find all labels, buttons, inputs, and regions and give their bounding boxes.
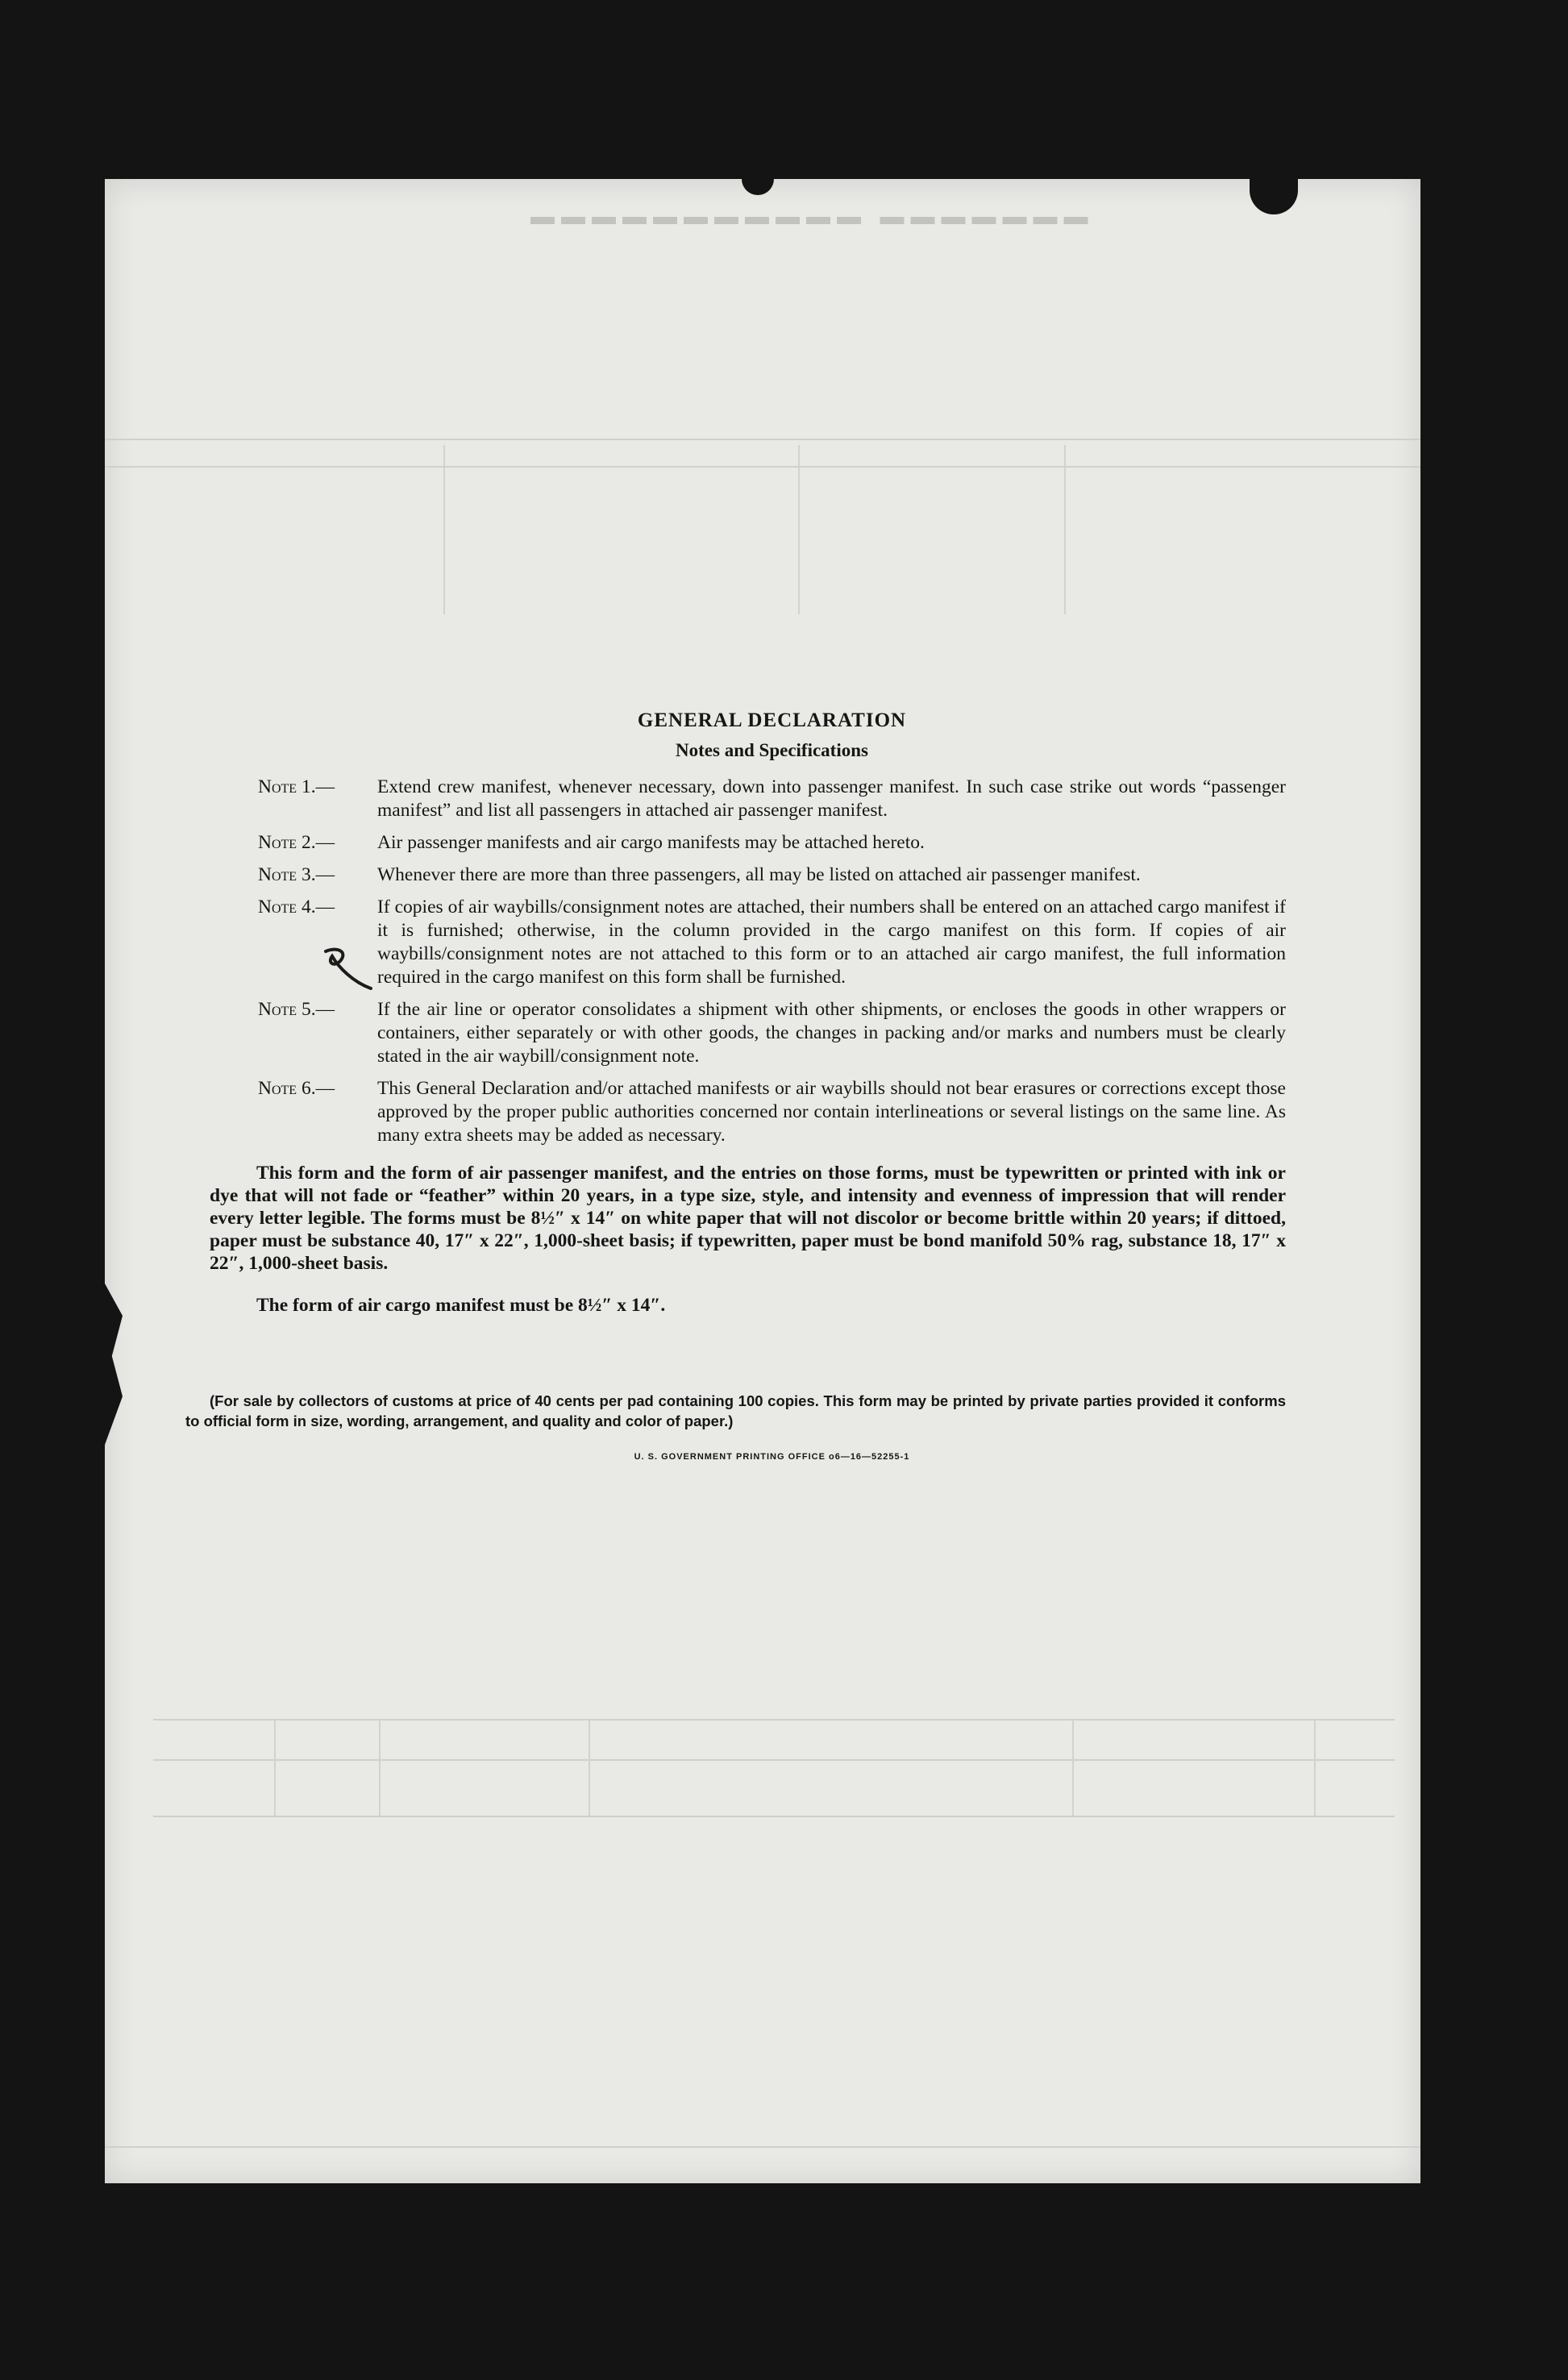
bleed-through-rule bbox=[105, 2146, 1420, 2148]
note-2 bbox=[258, 831, 1286, 855]
bleed-through-rule bbox=[153, 1759, 1395, 1761]
notes-section bbox=[185, 709, 1286, 1462]
torn-edge bbox=[105, 1284, 123, 1445]
bleed-through-rule bbox=[1064, 445, 1066, 614]
note-6 bbox=[258, 1077, 1286, 1147]
note-4 bbox=[258, 896, 1286, 989]
bleed-through-rule bbox=[379, 1719, 381, 1816]
note-text: Air passenger manifests and air cargo manifests may be attached hereto. bbox=[377, 832, 925, 853]
cargo-manifest-size-line: The form of air cargo manifest must be 8½″ x 14″. bbox=[256, 1294, 666, 1316]
note-1 bbox=[258, 776, 1286, 822]
bleed-through-rule bbox=[443, 445, 445, 614]
torn-edge bbox=[742, 173, 774, 195]
note-text: Extend crew manifest, whenever necessary, down into passenger manifest. In such case strike out words “passenger manifest” and list all passengers in attached air passenger manifest. bbox=[377, 776, 1286, 821]
bleed-through-rule bbox=[153, 1816, 1395, 1817]
note-text: This General Declaration and/or attached manifests or air waybills should not bear erasures or corrections except those approved by the proper public authorities concerned nor contain interlineations or several listings on the same line. As many extra sheets may be added as necessary. bbox=[377, 1078, 1286, 1146]
note-label: Note 2.— bbox=[258, 832, 335, 853]
note-label: Note 6.— bbox=[258, 1078, 335, 1099]
note-label: Note 4.— bbox=[258, 897, 335, 917]
note-text: If copies of air waybills/consignment notes are attached, their numbers shall be entered on an attached cargo manifest if it is furnished; otherwise, in the column provided in the cargo manifest on this form. If copies of air waybills/consignment notes are not attached to this form or to an attached air cargo manifest, the full information required in the cargo manifest on this form shall be furnished. bbox=[377, 897, 1286, 988]
bleed-through-rule bbox=[1314, 1719, 1316, 1816]
bleed-through-header: ▬▬▬▬▬▬▬ ▬▬▬▬▬▬▬▬▬▬▬ bbox=[524, 203, 1088, 230]
page-title: GENERAL DECLARATION bbox=[637, 709, 907, 731]
bleed-through-rule bbox=[274, 1719, 276, 1816]
note-text: Whenever there are more than three passengers, all may be listed on attached air passenger manifest. bbox=[377, 864, 1141, 885]
note-text: If the air line or operator consolidates a shipment with other shipments, or encloses the goods in other wrappers or containers, either separately or with other goods, the changes in packing and/or marks and numbers must be clearly stated in the air waybill/consignment note. bbox=[377, 999, 1286, 1067]
sale-notice: (For sale by collectors of customs at price of 40 cents per pad containing 100 copies. This form may be printed by private parties provided it conforms to official form in size, wording, arrangement, and quality and color of paper.) bbox=[185, 1392, 1286, 1429]
page-subtitle: Notes and Specifications bbox=[676, 740, 868, 760]
note-label: Note 5.— bbox=[258, 999, 335, 1020]
note-label: Note 1.— bbox=[258, 776, 335, 797]
bleed-through-rule bbox=[105, 439, 1420, 440]
note-label: Note 3.— bbox=[258, 864, 335, 885]
bleed-through-rule bbox=[105, 466, 1420, 468]
bleed-through-rule bbox=[589, 1719, 590, 1816]
note-5 bbox=[258, 998, 1286, 1068]
torn-edge bbox=[1250, 174, 1298, 214]
form-requirements-paragraph: This form and the form of air passenger manifest, and the entries on those forms, must be typewritten or printed with ink or dye that will not fade or “feather” within 20 years, in a type size, style, and intensity and evenness of impression that will render every letter legible. The forms must be 8½″ x 14″ on white paper that will not discolor or become brittle within 20 years; if dittoed, paper must be substance 40, 17″ x 22″, 1,000-sheet basis; if typewritten, paper must be bond manifold 50% rag, substance 18, 17″ x 22″, 1,000-sheet basis. bbox=[210, 1163, 1286, 1274]
printer-imprint: U. S. GOVERNMENT PRINTING OFFICE o6—16—52255-1 bbox=[634, 1451, 910, 1462]
document-page bbox=[105, 179, 1420, 2183]
bleed-through-rule bbox=[1072, 1719, 1074, 1816]
bleed-through-rule bbox=[153, 1719, 1395, 1721]
note-3 bbox=[258, 863, 1286, 887]
bleed-through-rule bbox=[798, 445, 800, 614]
